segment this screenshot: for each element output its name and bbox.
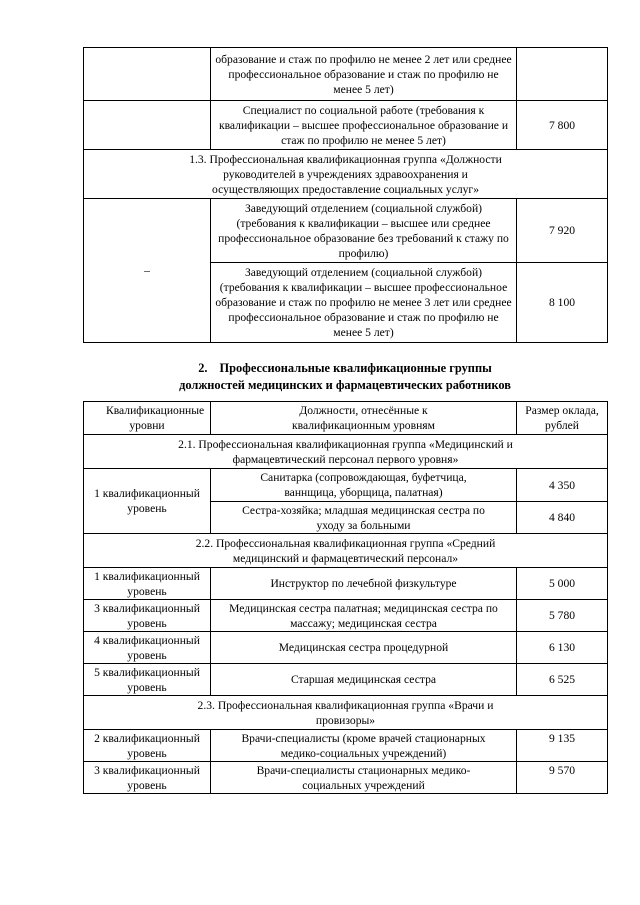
table-row bbox=[84, 664, 608, 696]
group-title-1-3: 1.3. Профессиональная квалификационная группа «Должности руководителей в учреждениях здравоохранения и осуществляющих предоставление социальных услуг» bbox=[84, 150, 608, 199]
table-row bbox=[84, 632, 608, 664]
position-cell: Врачи-специалисты (кроме врачей стационарных медико-социальных учреждений) bbox=[211, 730, 517, 762]
level-cell: 2 квалификационный уровень bbox=[84, 730, 211, 762]
level-cell: 3 квалификационный уровень bbox=[84, 762, 211, 794]
position-cell: Врачи-специалисты стационарных медико-социальных учреждений bbox=[211, 762, 517, 794]
section-number: 2. bbox=[198, 361, 208, 375]
salary-cell: 9 570 bbox=[517, 762, 608, 794]
table-row bbox=[84, 101, 608, 150]
group-title-2-1: 2.1. Профессиональная квалификационная группа «Медицинский и фармацевтический персонал первого уровня» bbox=[84, 435, 608, 469]
table-row bbox=[84, 568, 608, 600]
level-cell: 1 квалификационный уровень bbox=[84, 568, 211, 600]
salary-cell: 5 780 bbox=[517, 600, 608, 632]
table-row bbox=[84, 48, 608, 101]
group-title-2-2: 2.2. Профессиональная квалификационная группа «Средний медицинский и фармацевтический персонал» bbox=[84, 534, 608, 568]
position-cell: Инструктор по лечебной физкультуре bbox=[211, 568, 517, 600]
header-level: Квалификационные уровни bbox=[84, 402, 211, 435]
group-title-2-3: 2.3. Профессиональная квалификационная группа «Врачи и провизоры» bbox=[84, 696, 608, 730]
salary-cell: 7 920 bbox=[517, 199, 608, 263]
salary-cell: 4 840 bbox=[517, 502, 608, 534]
table-continuation bbox=[83, 47, 608, 343]
level-cell: 4 квалификационный уровень bbox=[84, 632, 211, 664]
table-row bbox=[84, 199, 608, 263]
salary-cell: 8 100 bbox=[517, 263, 608, 343]
position-cell: Сестра-хозяйка; младшая медицинская сестра по уходу за больными bbox=[211, 502, 517, 534]
header-salary: Размер оклада, рублей bbox=[517, 402, 608, 435]
level-cell: 5 квалификационный уровень bbox=[84, 664, 211, 696]
table-header-row bbox=[84, 402, 608, 435]
salary-cell: 4 350 bbox=[517, 469, 608, 502]
position-cell: Медицинская сестра палатная; медицинская сестра по массажу; медицинская сестра bbox=[211, 600, 517, 632]
position-cell: Старшая медицинская сестра bbox=[211, 664, 517, 696]
section-heading bbox=[83, 360, 607, 394]
salary-cell: 6 130 bbox=[517, 632, 608, 664]
table-row bbox=[84, 469, 608, 502]
group-header-row bbox=[84, 435, 608, 469]
salary-cell: 7 800 bbox=[517, 101, 608, 150]
position-cell: Заведующий отделением (социальной службой) (требования к квалификации – высшее профессиональное образование и стаж по профилю не менее 3 лет или среднее профессиональное образование и стаж по профилю не менее 5 лет) bbox=[211, 263, 517, 343]
group-header-row bbox=[84, 150, 608, 199]
header-positions: Должности, отнесённые к квалификационным уровням bbox=[211, 402, 517, 435]
level-cell: – bbox=[84, 199, 211, 343]
table-row bbox=[84, 730, 608, 762]
group-header-row bbox=[84, 696, 608, 730]
salary-cell: 5 000 bbox=[517, 568, 608, 600]
position-cell: Специалист по социальной работе (требования к квалификации – высшее профессиональное образование и стаж по профилю не менее 5 лет) bbox=[211, 101, 517, 150]
position-cell: Санитарка (сопровождающая, буфетчица, ваннщица, уборщица, палатная) bbox=[211, 469, 517, 502]
level-cell: 3 квалификационный уровень bbox=[84, 600, 211, 632]
salary-cell: 9 135 bbox=[517, 730, 608, 762]
group-header-row bbox=[84, 534, 608, 568]
section-title-line1: Профессиональные квалификационные группы bbox=[219, 361, 492, 375]
position-cell: Заведующий отделением (социальной службой) (требования к квалификации – высшее или среднее профессиональное образование без требований к стажу по профилю) bbox=[211, 199, 517, 263]
position-cell: образование и стаж по профилю не менее 2 лет или среднее профессиональное образование и стаж по профилю не менее 5 лет) bbox=[211, 48, 517, 101]
table-row bbox=[84, 600, 608, 632]
table-row bbox=[84, 762, 608, 794]
salary-cell: 6 525 bbox=[517, 664, 608, 696]
level-cell: 1 квалификационный уровень bbox=[84, 469, 211, 534]
level-cell bbox=[84, 101, 211, 150]
salary-cell bbox=[517, 48, 608, 101]
section-title-line2: должностей медицинских и фармацевтических работников bbox=[179, 378, 511, 392]
table-medical-groups bbox=[83, 401, 608, 794]
position-cell: Медицинская сестра процедурной bbox=[211, 632, 517, 664]
level-cell bbox=[84, 48, 211, 101]
